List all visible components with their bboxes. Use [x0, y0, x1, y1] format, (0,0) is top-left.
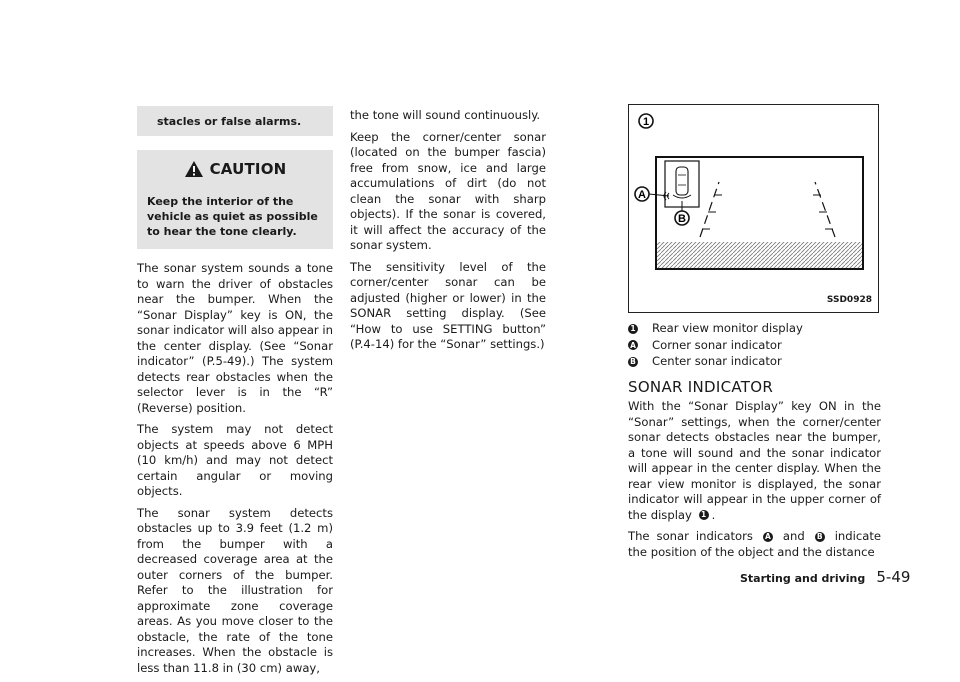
footer-section-title: Starting and driving: [740, 572, 866, 585]
caution-title: CAUTION: [209, 159, 287, 178]
legend-item: [628, 338, 881, 354]
marker-1-icon: 1: [699, 510, 709, 520]
paragraph: the tone will sound continuously.: [350, 108, 541, 122]
bumper-area: [657, 242, 862, 268]
caution-text: Keep the interior of the vehicle as quiet as possible to hear the tone clearly.: [147, 195, 318, 238]
figure-legend: [628, 321, 881, 370]
paragraph-text: The sonar indicators: [628, 529, 753, 543]
paragraph: The sonar system sounds a tone to warn the driver of obstacles near the bumper. When the “Sonar Display” key is ON, the sonar indicator will also appear in the center display. (See “Sonar indicator” (P.5-49).) The system detects rear obstacles when the selector lever is in the “R” (Reverse) position.: [137, 261, 333, 415]
warning-icon: [184, 160, 204, 178]
section-heading: SONAR INDICATOR: [628, 377, 774, 396]
car-icon: [676, 167, 688, 195]
paragraph-text: With the “Sonar Display” key ON in the “Sonar” settings, when the corner/center sonar detects obstacles near the bumper, a tone will sound and the sonar indicator will appear in the center display. When the rear view monitor is displayed, the sonar indicator will appear in the upper corner of the display: [628, 399, 881, 522]
rear-view-monitor-illustration: [628, 104, 879, 313]
paragraph: The system may not detect objects at speeds above 6 MPH (10 km/h) and may not detect certain angular or moving objects.: [137, 422, 333, 498]
paragraph: [628, 399, 881, 523]
paragraph-end: .: [711, 507, 716, 522]
legend-text: Center sonar indicator: [652, 354, 782, 368]
figure-code: SSD0928: [826, 294, 872, 305]
paragraph: Keep the corner/center sonar (located on the bumper fascia) free from snow, ice and large accumulations of dirt (do not clean the sonar with sharp objects). If the sonar is covered, it will affect the accuracy of the sonar system.: [350, 129, 546, 252]
page-number: 5-49: [876, 568, 911, 586]
note-box-continued: [137, 106, 333, 136]
callout-a-label: A: [638, 189, 646, 201]
note-box-text: stacles or false alarms.: [157, 115, 302, 128]
column-right: [628, 104, 881, 566]
marker-b-icon: B: [815, 532, 825, 542]
paragraph-text: indicate the position of the object and the distance: [628, 529, 882, 559]
paragraph: The sensitivity level of the corner/center sonar can be adjusted (higher or lower) in the SONAR setting display. (See “How to use SETTING button” (P.4-14) for the “Sonar” settings.): [350, 259, 546, 351]
marker-b-icon: B: [628, 357, 638, 367]
marker-a-icon: A: [628, 340, 638, 350]
column-left: [137, 106, 333, 682]
caution-box: [137, 150, 333, 249]
legend-item: [628, 354, 881, 370]
callout-b-label: B: [678, 213, 686, 225]
marker-a-icon: A: [763, 532, 773, 542]
marker-1-icon: 1: [628, 324, 638, 334]
legend-text: Rear view monitor display: [652, 321, 803, 335]
illustration-drawing: [629, 105, 878, 312]
paragraph: The sonar system detects obstacles up to 3.9 feet (1.2 m) from the bumper with a decreased coverage area at the outer corners of the bumper. Refer to the illustration for approximate zone coverage areas. As you move closer to the obstacle, the rate of the tone increases. When the obstacle is less than 11.8 in (30 cm) away,: [137, 505, 333, 675]
body-text: [137, 261, 333, 676]
legend-text: Corner sonar indicator: [652, 337, 782, 352]
page-footer: [740, 567, 910, 586]
column-middle: [350, 108, 546, 359]
callout-1-label: 1: [642, 116, 650, 128]
paragraph: [628, 529, 881, 560]
legend-item: [628, 321, 881, 337]
caution-header: [147, 160, 323, 178]
paragraph-text: and: [782, 529, 805, 543]
